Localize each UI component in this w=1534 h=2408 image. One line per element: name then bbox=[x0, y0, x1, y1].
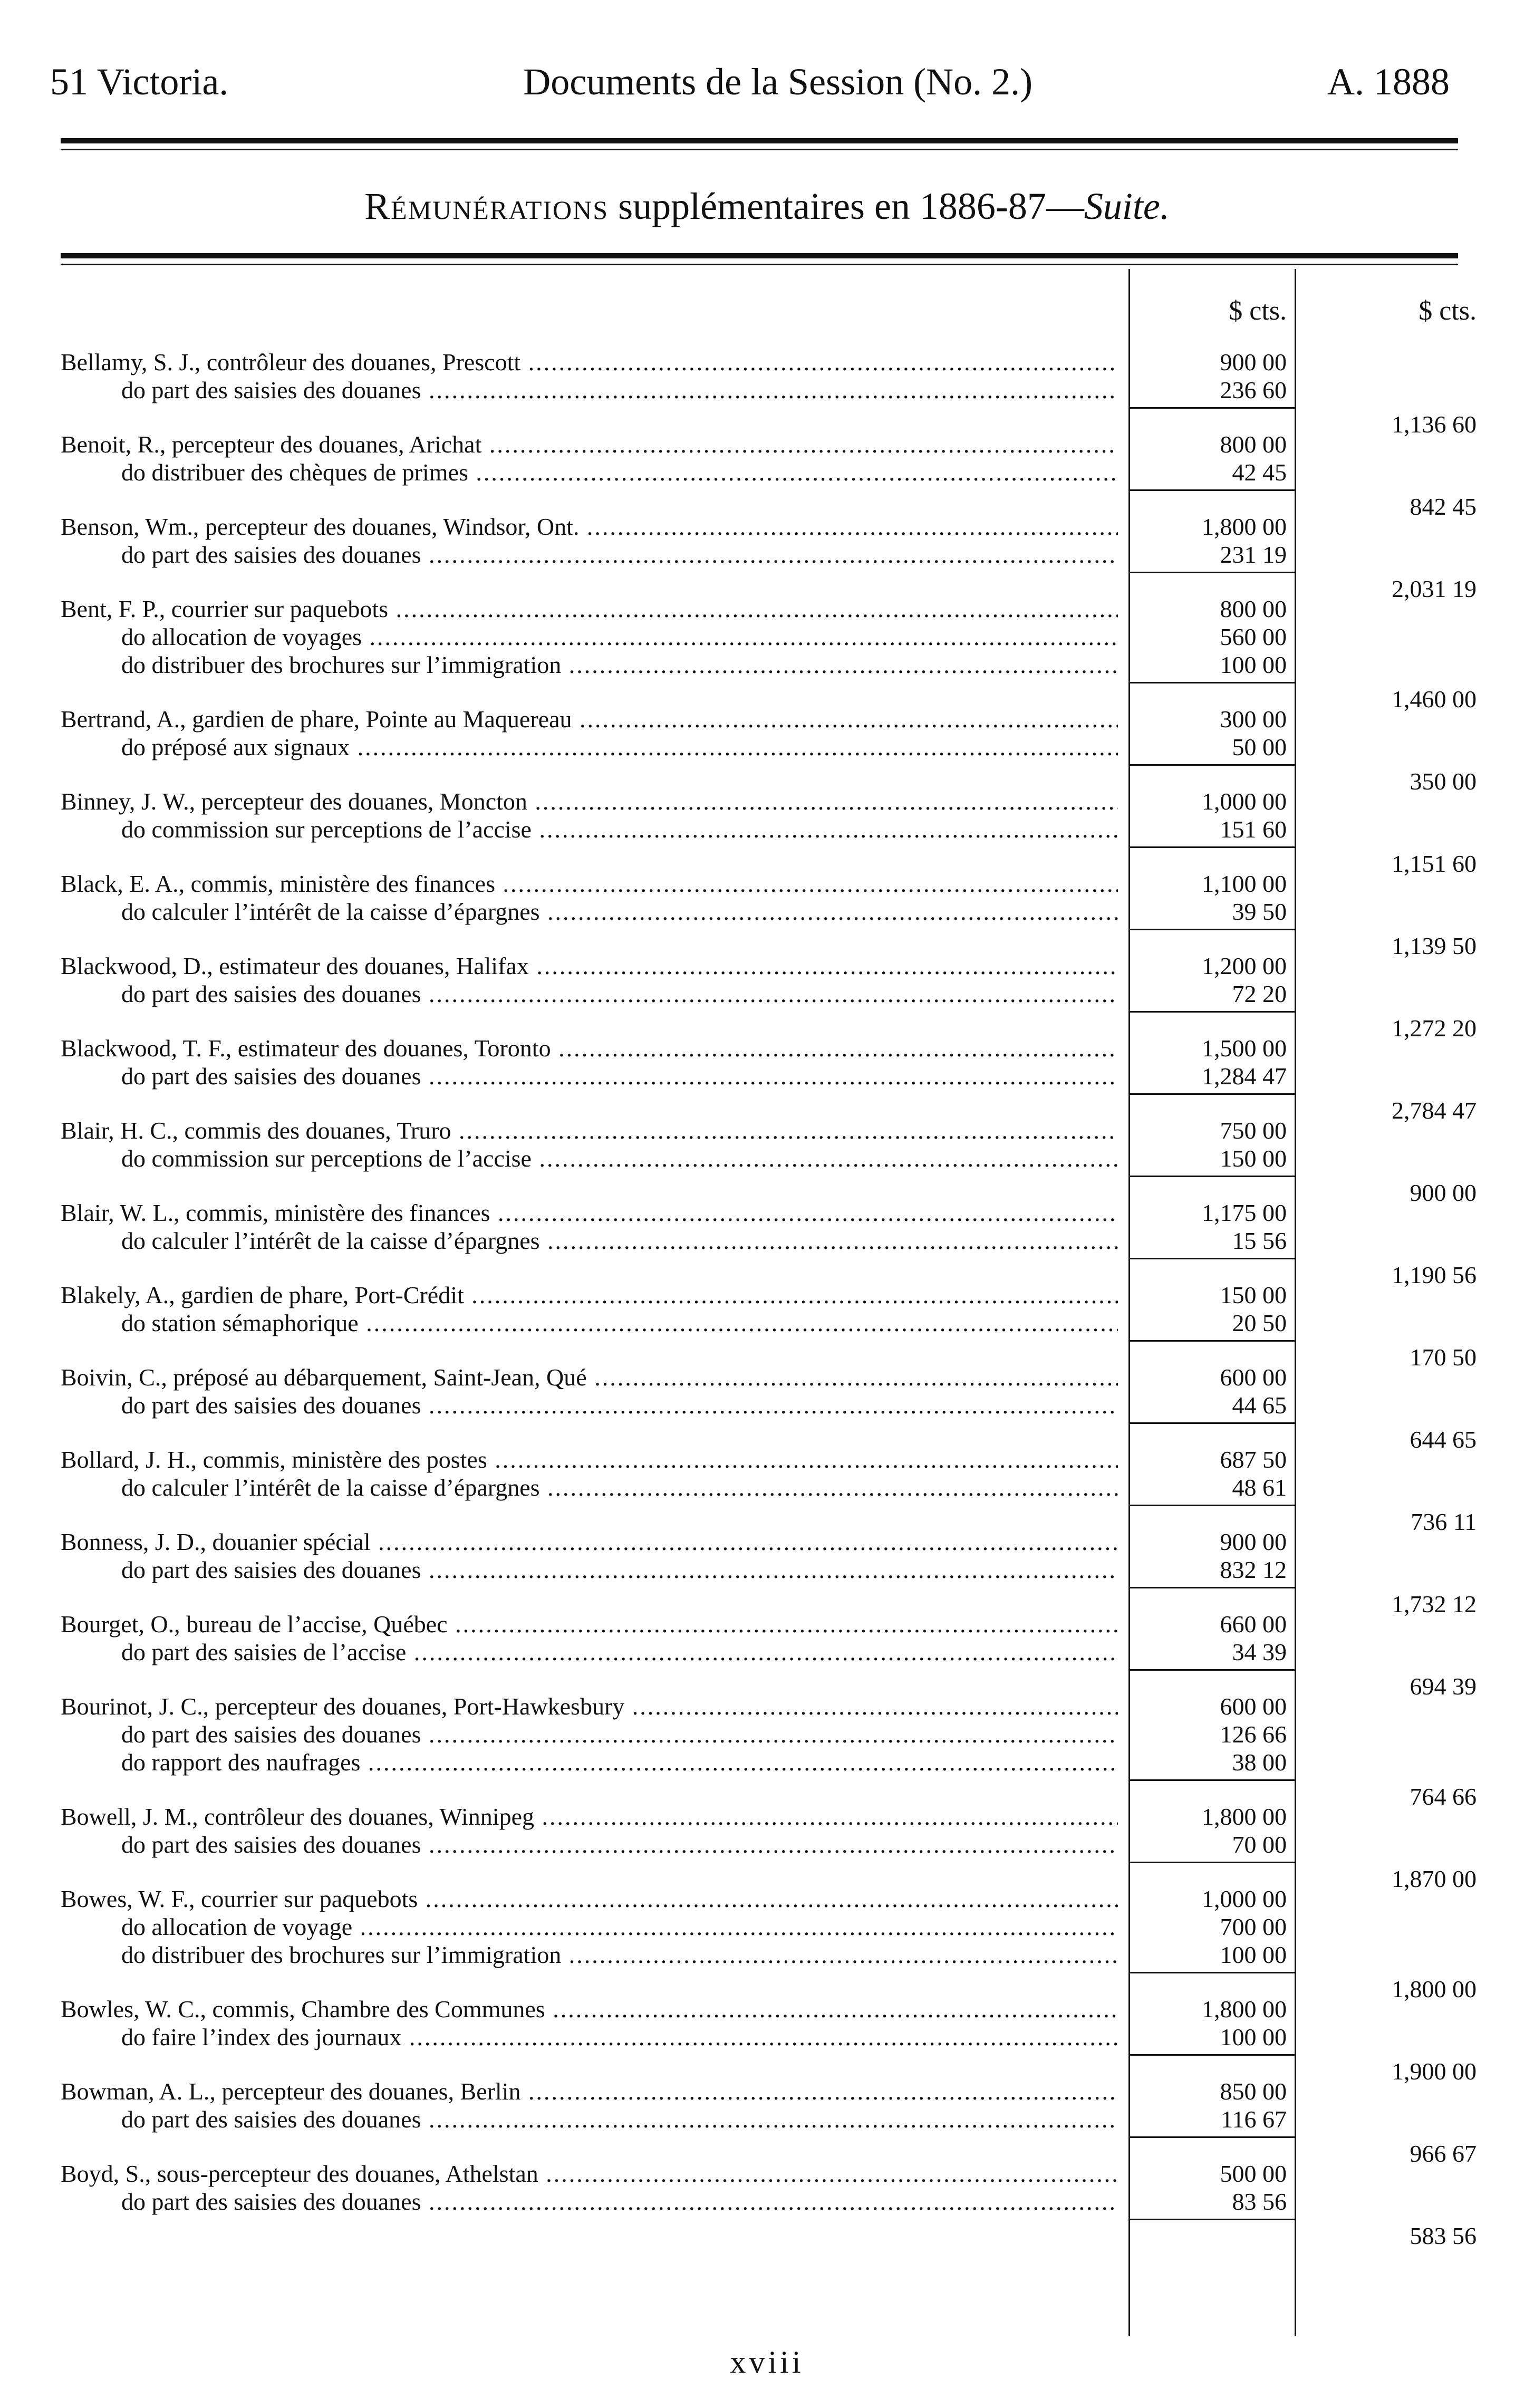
row-description: Bent, F. P., courrier sur paquebots ..... bbox=[61, 595, 1118, 623]
row-description: Blackwood, D., estimateur des douanes, Halifax ..... bbox=[61, 952, 1118, 980]
table-row bbox=[0, 1995, 1534, 2023]
group-total: 170 50 bbox=[1410, 1344, 1477, 1371]
sum-rule bbox=[1128, 1093, 1295, 1095]
row-description: do part des saisies des douanes ..... bbox=[121, 2188, 1118, 2216]
title-suite: Suite. bbox=[1084, 185, 1170, 227]
sum-rule bbox=[1128, 2054, 1295, 2056]
row-description: Blair, W. L., commis, ministère des finances ..... bbox=[61, 1199, 1118, 1227]
table-row bbox=[0, 787, 1534, 815]
sum-rule bbox=[1128, 489, 1295, 491]
sum-rule bbox=[1128, 1340, 1295, 1342]
row-amount: 236 60 bbox=[1220, 377, 1287, 403]
row-amount: 1,800 00 bbox=[1202, 1996, 1287, 2022]
table-row bbox=[0, 2105, 1534, 2133]
row-amount: 151 60 bbox=[1220, 816, 1287, 843]
row-amount: 100 00 bbox=[1220, 651, 1287, 678]
group-total: 900 00 bbox=[1410, 1179, 1477, 1206]
sum-rule bbox=[1128, 1862, 1295, 1863]
table-row bbox=[0, 1144, 1534, 1172]
table-row bbox=[0, 2077, 1534, 2105]
table-row bbox=[0, 1116, 1534, 1144]
group-total: 1,151 60 bbox=[1392, 850, 1477, 877]
header-rule bbox=[61, 138, 1458, 143]
row-amount: 1,100 00 bbox=[1202, 870, 1287, 897]
row-amount: 1,284 47 bbox=[1202, 1063, 1287, 1090]
table-row bbox=[0, 1941, 1534, 1969]
table-row bbox=[0, 980, 1534, 1008]
row-amount: 50 00 bbox=[1232, 734, 1287, 760]
table-row bbox=[0, 458, 1534, 486]
row-amount: 100 00 bbox=[1220, 1941, 1287, 1968]
table-row bbox=[0, 1803, 1534, 1831]
table-row bbox=[0, 1363, 1534, 1391]
table-row bbox=[0, 733, 1534, 761]
table-row bbox=[0, 1610, 1534, 1638]
row-amount: 1,175 00 bbox=[1202, 1199, 1287, 1226]
row-description: do faire l’index des journaux ..... bbox=[121, 2023, 1118, 2051]
title-small-caps: Rémunérations bbox=[364, 185, 609, 227]
row-description: do commission sur perceptions de l’accise ..... bbox=[121, 1144, 1118, 1172]
table-row bbox=[0, 898, 1534, 926]
row-description: do allocation de voyage ..... bbox=[121, 1913, 1118, 1941]
table-row bbox=[0, 623, 1534, 651]
table-row bbox=[0, 1748, 1534, 1776]
sum-rule bbox=[1128, 1422, 1295, 1424]
sum-rule bbox=[1128, 1587, 1295, 1588]
group-total: 842 45 bbox=[1410, 493, 1477, 520]
table-row bbox=[0, 1309, 1534, 1337]
row-amount: 72 20 bbox=[1232, 980, 1287, 1007]
sum-rule bbox=[1128, 1972, 1295, 1973]
group-total: 1,139 50 bbox=[1392, 932, 1477, 959]
row-amount: 48 61 bbox=[1232, 1474, 1287, 1501]
header-rule-thin bbox=[61, 149, 1458, 150]
row-description: Benson, Wm., percepteur des douanes, Windsor, Ont. ..... bbox=[61, 513, 1118, 541]
row-amount: 38 00 bbox=[1232, 1749, 1287, 1776]
group-total: 736 11 bbox=[1411, 1508, 1477, 1535]
row-description: Bourget, O., bureau de l’accise, Québec ..... bbox=[61, 1610, 1118, 1638]
row-amount: 800 00 bbox=[1220, 431, 1287, 458]
row-amount: 1,800 00 bbox=[1202, 1803, 1287, 1830]
row-description: Bowes, W. F., courrier sur paquebots ..... bbox=[61, 1885, 1118, 1913]
row-description: Bertrand, A., gardien de phare, Pointe au Maquereau ..... bbox=[61, 705, 1118, 733]
row-description: do part des saisies de l’accise ..... bbox=[121, 1638, 1118, 1666]
page-title bbox=[0, 185, 1534, 228]
table-row bbox=[0, 1281, 1534, 1309]
row-description: do part des saisies des douanes ..... bbox=[121, 1831, 1118, 1858]
row-description: do commission sur perceptions de l’accise ..... bbox=[121, 815, 1118, 843]
table-row bbox=[0, 513, 1534, 541]
row-description: do part des saisies des douanes ..... bbox=[121, 376, 1118, 404]
row-amount: 1,200 00 bbox=[1202, 952, 1287, 979]
table-row bbox=[0, 2188, 1534, 2216]
row-description: do part des saisies des douanes ..... bbox=[121, 541, 1118, 569]
row-amount: 34 39 bbox=[1232, 1639, 1287, 1665]
table-row bbox=[0, 541, 1534, 569]
group-total: 350 00 bbox=[1410, 768, 1477, 795]
group-total: 2,784 47 bbox=[1392, 1097, 1477, 1124]
row-amount: 70 00 bbox=[1232, 1831, 1287, 1858]
row-description: do distribuer des chèques de primes ..... bbox=[121, 458, 1118, 486]
row-description: Bonness, J. D., douanier spécial ..... bbox=[61, 1528, 1118, 1556]
row-amount: 832 12 bbox=[1220, 1556, 1287, 1583]
group-total: 1,460 00 bbox=[1392, 686, 1477, 712]
row-amount: 1,500 00 bbox=[1202, 1035, 1287, 1062]
total-column-header: $ cts. bbox=[1419, 296, 1477, 326]
table-row bbox=[0, 430, 1534, 458]
row-amount: 42 45 bbox=[1232, 459, 1287, 486]
sum-rule bbox=[1128, 764, 1295, 766]
table-row bbox=[0, 705, 1534, 733]
table-row bbox=[0, 1528, 1534, 1556]
row-amount: 1,000 00 bbox=[1202, 788, 1287, 815]
sum-rule bbox=[1128, 1011, 1295, 1013]
page-number: xviii bbox=[730, 2345, 804, 2380]
row-description: do part des saisies des douanes ..... bbox=[121, 1391, 1118, 1419]
group-total: 1,190 56 bbox=[1392, 1261, 1477, 1288]
row-amount: 600 00 bbox=[1220, 1364, 1287, 1391]
table-row bbox=[0, 1199, 1534, 1227]
table-row bbox=[0, 1720, 1534, 1748]
row-description: do part des saisies des douanes ..... bbox=[121, 1062, 1118, 1090]
header-session: 51 Victoria. bbox=[50, 60, 229, 103]
sum-rule bbox=[1128, 846, 1295, 848]
sum-rule bbox=[1128, 407, 1295, 409]
row-description: do calculer l’intérêt de la caisse d’épargnes ..... bbox=[121, 1227, 1118, 1255]
group-total: 1,732 12 bbox=[1392, 1591, 1477, 1617]
row-description: do part des saisies des douanes ..... bbox=[121, 1556, 1118, 1584]
row-description: Bollard, J. H., commis, ministère des postes ..... bbox=[61, 1446, 1118, 1473]
row-description: Boyd, S., sous-percepteur des douanes, Athelstan ..... bbox=[61, 2160, 1118, 2188]
row-amount: 560 00 bbox=[1220, 623, 1287, 650]
group-total: 1,800 00 bbox=[1392, 1976, 1477, 2002]
row-amount: 900 00 bbox=[1220, 349, 1287, 375]
row-amount: 800 00 bbox=[1220, 595, 1287, 622]
sum-rule bbox=[1128, 1505, 1295, 1506]
table-row bbox=[0, 1692, 1534, 1720]
row-amount: 700 00 bbox=[1220, 1913, 1287, 1940]
table-row bbox=[0, 952, 1534, 980]
row-amount: 1,800 00 bbox=[1202, 513, 1287, 540]
row-amount: 15 56 bbox=[1232, 1227, 1287, 1254]
group-total: 966 67 bbox=[1410, 2140, 1477, 2167]
table-row bbox=[0, 1446, 1534, 1473]
row-description: Bellamy, S. J., contrôleur des douanes, Prescott ..... bbox=[61, 348, 1118, 376]
row-amount: 116 67 bbox=[1221, 2106, 1287, 2133]
row-description: do part des saisies des douanes ..... bbox=[121, 1720, 1118, 1748]
row-amount: 150 00 bbox=[1220, 1145, 1287, 1172]
row-amount: 150 00 bbox=[1220, 1282, 1287, 1308]
table-row bbox=[0, 376, 1534, 404]
row-description: do allocation de voyages ..... bbox=[121, 623, 1118, 651]
row-amount: 39 50 bbox=[1232, 898, 1287, 925]
table-row bbox=[0, 1831, 1534, 1858]
row-amount: 660 00 bbox=[1220, 1611, 1287, 1638]
row-description: do calculer l’intérêt de la caisse d’épargnes ..... bbox=[121, 1473, 1118, 1501]
row-description: Bowman, A. L., percepteur des douanes, Berlin ..... bbox=[61, 2077, 1118, 2105]
sum-rule bbox=[1128, 929, 1295, 930]
table-row bbox=[0, 1638, 1534, 1666]
row-description: do distribuer des brochures sur l’immigration ..... bbox=[121, 651, 1118, 679]
header-year: A. 1888 bbox=[1327, 60, 1450, 103]
group-total: 1,900 00 bbox=[1392, 2058, 1477, 2085]
row-amount: 900 00 bbox=[1220, 1528, 1287, 1555]
sum-rule bbox=[1128, 1779, 1295, 1781]
table-row bbox=[0, 2023, 1534, 2051]
table-row bbox=[0, 2160, 1534, 2188]
table-row bbox=[0, 1227, 1534, 1255]
row-description: do rapport des naufrages ..... bbox=[121, 1748, 1118, 1776]
header-document: Documents de la Session (No. 2.) bbox=[523, 60, 1033, 103]
table-row bbox=[0, 1391, 1534, 1419]
sum-rule bbox=[1128, 2219, 1295, 2220]
group-total: 1,870 00 bbox=[1392, 1865, 1477, 1892]
row-description: Bourinot, J. C., percepteur des douanes, Port-Hawkesbury ..... bbox=[61, 1692, 1118, 1720]
row-amount: 231 19 bbox=[1220, 541, 1287, 568]
row-description: Benoit, R., percepteur des douanes, Arichat ..... bbox=[61, 430, 1118, 458]
group-total: 1,136 60 bbox=[1392, 411, 1477, 438]
row-description: Bowell, J. M., contrôleur des douanes, Winnipeg ..... bbox=[61, 1803, 1118, 1831]
page-header bbox=[50, 55, 1450, 108]
row-amount: 687 50 bbox=[1220, 1446, 1287, 1473]
sum-rule bbox=[1128, 1258, 1295, 1259]
title-rule bbox=[61, 253, 1458, 258]
sum-rule bbox=[1128, 2136, 1295, 2138]
row-amount: 300 00 bbox=[1220, 706, 1287, 733]
row-amount: 1,000 00 bbox=[1202, 1885, 1287, 1912]
amount-column-header: $ cts. bbox=[1229, 296, 1287, 326]
row-amount: 44 65 bbox=[1232, 1392, 1287, 1419]
group-total: 1,272 20 bbox=[1392, 1015, 1477, 1042]
sum-rule bbox=[1128, 1669, 1295, 1671]
row-description: Blackwood, T. F., estimateur des douanes, Toronto ..... bbox=[61, 1034, 1118, 1062]
row-description: do préposé aux signaux ..... bbox=[121, 733, 1118, 761]
table-row bbox=[0, 870, 1534, 898]
row-description: Blair, H. C., commis des douanes, Truro ..... bbox=[61, 1116, 1118, 1144]
row-amount: 850 00 bbox=[1220, 2078, 1287, 2105]
group-total: 2,031 19 bbox=[1392, 575, 1477, 602]
row-description: do station sémaphorique ..... bbox=[121, 1309, 1118, 1337]
title-main: supplémentaires en 1886-87— bbox=[609, 185, 1084, 227]
group-total: 694 39 bbox=[1410, 1673, 1477, 1700]
row-description: Binney, J. W., percepteur des douanes, Moncton ..... bbox=[61, 787, 1118, 815]
sum-rule bbox=[1128, 1176, 1295, 1177]
row-amount: 750 00 bbox=[1220, 1117, 1287, 1144]
table-row bbox=[0, 1034, 1534, 1062]
table-row bbox=[0, 1556, 1534, 1584]
row-amount: 500 00 bbox=[1220, 2160, 1287, 2187]
row-description: do part des saisies des douanes ..... bbox=[121, 980, 1118, 1008]
group-total: 583 56 bbox=[1410, 2222, 1477, 2249]
group-total: 764 66 bbox=[1410, 1783, 1477, 1810]
row-description: do distribuer des brochures sur l’immigration ..... bbox=[121, 1941, 1118, 1969]
table-row bbox=[0, 1885, 1534, 1913]
table-row bbox=[0, 651, 1534, 679]
sum-rule bbox=[1128, 682, 1295, 683]
row-description: do part des saisies des douanes ..... bbox=[121, 2105, 1118, 2133]
row-amount: 83 56 bbox=[1232, 2188, 1287, 2215]
group-total: 644 65 bbox=[1410, 1426, 1477, 1453]
table-row bbox=[0, 1473, 1534, 1501]
table-row bbox=[0, 348, 1534, 376]
row-amount: 100 00 bbox=[1220, 2024, 1287, 2050]
table-row bbox=[0, 1913, 1534, 1941]
sum-rule bbox=[1128, 572, 1295, 573]
row-description: Black, E. A., commis, ministère des finances ..... bbox=[61, 870, 1118, 898]
row-description: Bowles, W. C., commis, Chambre des Communes ..... bbox=[61, 1995, 1118, 2023]
table-row bbox=[0, 595, 1534, 623]
title-rule-thin bbox=[61, 264, 1458, 265]
row-description: Boivin, C., préposé au débarquement, Saint-Jean, Qué ..... bbox=[61, 1363, 1118, 1391]
row-amount: 126 66 bbox=[1220, 1721, 1287, 1748]
table-row bbox=[0, 815, 1534, 843]
table-row bbox=[0, 1062, 1534, 1090]
row-description: do calculer l’intérêt de la caisse d’épargnes ..... bbox=[121, 898, 1118, 926]
row-amount: 600 00 bbox=[1220, 1693, 1287, 1720]
row-description: Blakely, A., gardien de phare, Port-Crédit ..... bbox=[61, 1281, 1118, 1309]
row-amount: 20 50 bbox=[1232, 1309, 1287, 1336]
